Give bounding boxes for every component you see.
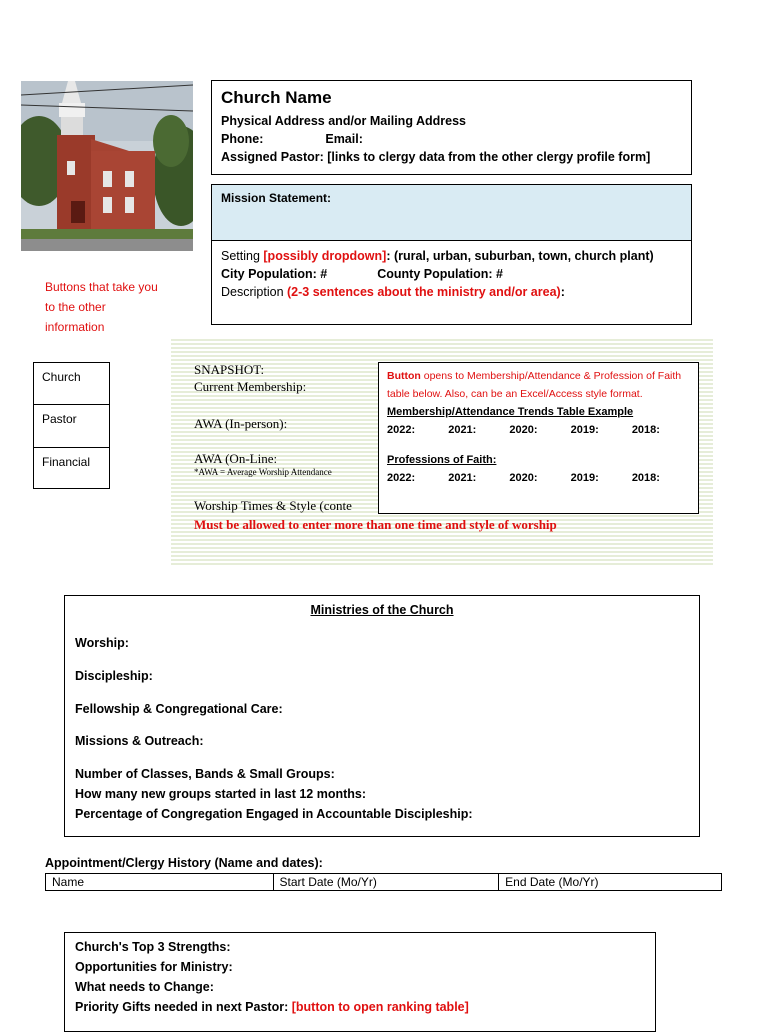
setting-dropdown-note: [possibly dropdown]: [263, 249, 387, 263]
top-strengths-field[interactable]: Church's Top 3 Strengths:: [75, 940, 231, 954]
professions-years-row: [387, 469, 690, 487]
year-label: 2022:: [387, 472, 416, 484]
membership-trends-heading: Membership/Attendance Trends Table Example: [387, 406, 634, 418]
current-membership-field[interactable]: Current Membership:: [194, 379, 307, 394]
awa-footnote: *AWA = Average Worship Attendance: [194, 467, 332, 477]
percentage-field[interactable]: Percentage of Congregation Engaged in Accountable Discipleship:: [75, 807, 473, 821]
trend-description: [387, 367, 690, 403]
ministries-box: [64, 595, 700, 837]
setting-label: Setting: [221, 249, 264, 263]
church-button[interactable]: Church: [42, 370, 81, 384]
setting-box: [211, 241, 692, 325]
appointment-history-title: Appointment/Clergy History (Name and dates):: [45, 856, 323, 870]
year-label: 2022:: [387, 424, 416, 436]
nav-divider: [34, 404, 109, 405]
year-label: 2019:: [570, 424, 599, 436]
contact-line: [221, 130, 682, 148]
fellowship-field[interactable]: Fellowship & Congregational Care:: [75, 702, 283, 716]
year-label: 2021:: [448, 424, 477, 436]
name-column-header: Name: [45, 873, 273, 891]
nav-button-group: [33, 362, 110, 489]
mission-statement-field[interactable]: [211, 184, 692, 241]
setting-line[interactable]: [221, 247, 682, 265]
membership-years-row: [387, 421, 690, 439]
financial-button[interactable]: Financial: [42, 455, 91, 469]
start-date-column-header: Start Date (Mo/Yr): [273, 873, 499, 891]
description-line[interactable]: [221, 283, 682, 301]
needs-change-field[interactable]: What needs to Change:: [75, 980, 214, 994]
year-label: 2021:: [448, 472, 477, 484]
church-header-box: [211, 80, 692, 175]
description-hint: (2-3 sentences about the ministry and/or area): [287, 285, 561, 299]
year-label: 2018:: [631, 472, 660, 484]
pastor-button[interactable]: Pastor: [42, 412, 77, 426]
year-label: 2020:: [509, 472, 538, 484]
priority-gifts-label: Priority Gifts needed in next Pastor:: [75, 1000, 292, 1014]
year-label: 2020:: [509, 424, 538, 436]
strengths-box: [64, 932, 656, 1032]
city-population[interactable]: City Population: #: [221, 267, 328, 281]
awa-online-field[interactable]: AWA (On-Line:: [194, 451, 278, 466]
buttons-note: Buttons that take you to the other information: [45, 280, 158, 334]
ranking-table-button[interactable]: [button to open ranking table]: [291, 1000, 469, 1014]
ministries-title: Ministries of the Church: [310, 603, 454, 617]
awa-in-person-field[interactable]: AWA (In-person):: [194, 416, 288, 431]
mission-statement-label: Mission Statement:: [221, 191, 332, 205]
church-photo: [21, 81, 193, 251]
county-population[interactable]: County Population: #: [377, 267, 503, 281]
missions-field[interactable]: Missions & Outreach:: [75, 734, 204, 748]
description-colon: :: [560, 285, 565, 299]
assigned-pastor-link[interactable]: Assigned Pastor: [links to clergy data from the other clergy profile form]: [221, 150, 651, 164]
phone-label: Phone:: [221, 132, 264, 146]
trend-button-word[interactable]: Button: [387, 370, 421, 382]
classes-field[interactable]: Number of Classes, Bands & Small Groups:: [75, 767, 335, 781]
priority-gifts-line: [75, 997, 645, 1017]
trend-button-desc: opens to Membership/Attendance & Profession of Faith table below. Also, can be an Excel/Access style format.: [387, 370, 682, 400]
appointment-history-table: [45, 873, 722, 891]
year-label: 2018:: [631, 424, 660, 436]
snapshot-title: SNAPSHOT:: [194, 362, 265, 377]
population-line: [221, 265, 682, 283]
opportunities-field[interactable]: Opportunities for Ministry:: [75, 960, 233, 974]
nav-divider: [34, 447, 109, 448]
end-date-column-header: End Date (Mo/Yr): [498, 873, 722, 891]
worship-note: Must be allowed to enter more than one time and style of worship: [194, 517, 557, 532]
year-label: 2019:: [570, 472, 599, 484]
email-label: Email:: [325, 132, 363, 146]
setting-options: : (rural, urban, suburban, town, church plant): [386, 249, 654, 263]
discipleship-field[interactable]: Discipleship:: [75, 669, 153, 683]
church-name[interactable]: Church Name: [221, 88, 332, 107]
description-label: Description: [221, 285, 287, 299]
new-groups-field[interactable]: How many new groups started in last 12 months:: [75, 787, 367, 801]
worship-times-field[interactable]: Worship Times & Style (conte: [194, 498, 352, 513]
professions-heading: Professions of Faith:: [387, 454, 497, 466]
membership-trend-box[interactable]: [378, 362, 699, 514]
worship-field[interactable]: Worship:: [75, 636, 129, 650]
address-field[interactable]: Physical Address and/or Mailing Address: [221, 114, 466, 128]
